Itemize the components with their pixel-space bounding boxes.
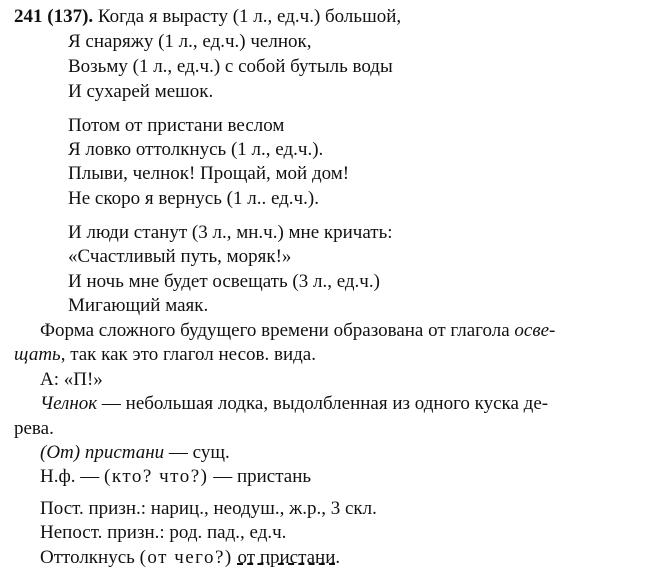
pristani-line [40,442,230,464]
syntax-verb: Оттолкнусь [40,547,140,568]
chelnok-line [40,393,548,415]
poem-line-7: Плыви, челнок! Прощай, мой дом! [68,163,350,184]
initial-form-line [40,466,311,488]
form-verb-end: щать [14,344,61,365]
poem-line-11: И ночь мне будет освещать (3 л., ед.ч.) [68,271,380,292]
poem-line-8: Не скоро я вернусь (1 л.. ед.ч.). [68,188,319,209]
nf-question: (кто? что?) [104,466,209,487]
variable-features-line: Непост. призн.: род. пад., ед.ч. [40,522,287,543]
chelnok-line-2: рева. [14,418,54,439]
syntax-question: (от чего?) [139,547,233,568]
form-text: Форма сложного будущего времени образована от глагола [40,320,510,341]
poem-line-12: Мигающий маяк. [68,295,209,316]
nf-label: Н.ф. — [40,466,105,487]
exercise-number: 241 (137). [14,6,94,27]
analysis-form-line [40,320,555,342]
poem-line-4: И сухарей мешок. [68,81,214,102]
poem-text: Когда я вырасту (1 л., ед.ч.) большой, [97,6,402,27]
poem-line-2: Я снаряжу (1 л., ед.ч.) челнок, [68,31,312,52]
syntax-object: от пристани [237,547,336,568]
chelnok-word: Челнок [40,393,98,414]
chelnok-definition: — небольшая лодка, выдолбленная из одного куска де- [97,393,549,414]
poem-line-1 [14,6,401,28]
part-of-speech: — сущ. [164,442,230,463]
answer-line: А: «П!» [40,369,103,390]
poem-line-9: И люди станут (3 л., мн.ч.) мне кричать: [68,222,393,243]
form-verb: осве- [514,320,556,341]
form-rest: , так как это глагол несов. вида. [60,344,316,365]
pristani-word: (От) пристани [40,442,165,463]
poem-line-10: «Счастливый путь, моряк!» [68,246,292,267]
syntax-period: . [335,547,341,568]
analysis-form-line-2 [14,344,316,366]
nf-word: — пристань [208,466,312,487]
poem-line-6: Я ловко оттолкнусь (1 л., ед.ч.). [68,139,324,160]
poem-line-3: Возьму (1 л., ед.ч.) с собой бутыль воды [68,56,393,77]
poem-line-5: Потом от пристани веслом [68,115,285,136]
syntax-line [40,547,340,569]
constant-features-line: Пост. призн.: нариц., неодуш., ж.р., 3 скл. [40,498,377,519]
